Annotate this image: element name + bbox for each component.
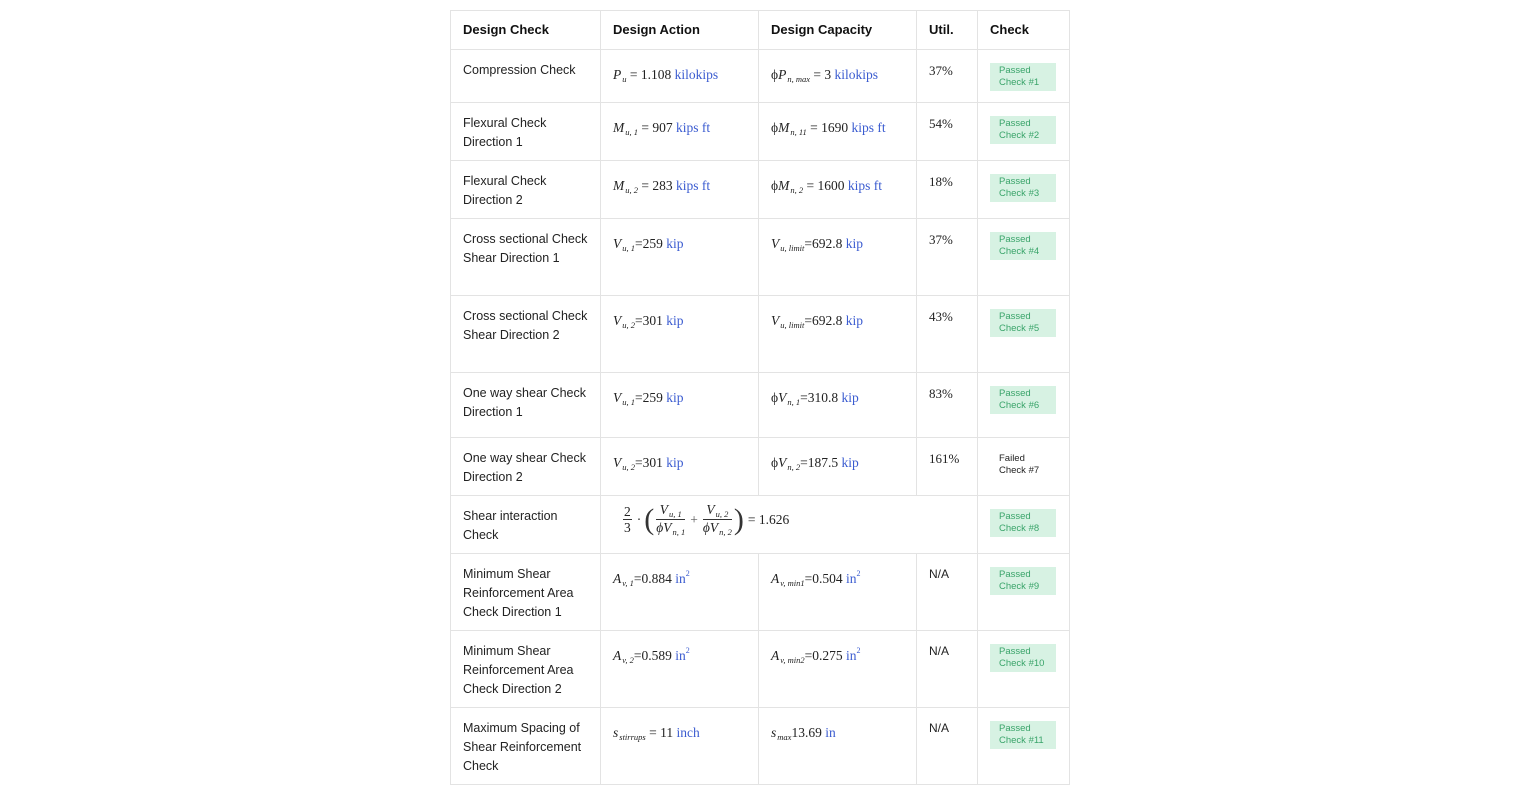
math-value: 0.589: [641, 647, 672, 663]
check-status-cell: [978, 554, 1070, 631]
math-symbol: M: [613, 119, 625, 135]
math-subscript: max: [777, 731, 792, 742]
math-symbol: A: [613, 647, 622, 663]
math-expression: [771, 120, 886, 135]
unit-exponent: 2: [856, 569, 861, 578]
unit-label: [676, 120, 710, 135]
unit-label: [666, 390, 683, 405]
math-subscript: u, 1: [625, 126, 638, 137]
unit-text: in: [825, 724, 836, 740]
math-relation: =: [638, 177, 653, 193]
term2-fraction: [703, 502, 732, 537]
math-relation: =: [633, 570, 642, 586]
design-capacity-cell: [759, 219, 917, 296]
math-subscript: n, 11: [790, 126, 807, 137]
math-relation: =: [635, 312, 643, 328]
math-relation: =: [804, 647, 813, 663]
math-symbol: M: [778, 119, 790, 135]
math-value: 301: [642, 454, 663, 470]
unit-label: [848, 178, 882, 193]
header-design-check: Design Check: [451, 11, 601, 50]
design-capacity-cell: [759, 103, 917, 161]
math-symbol: V: [613, 389, 622, 405]
math-expression: [613, 120, 710, 135]
unit-text: kip: [841, 389, 859, 405]
table-row: [451, 438, 1070, 496]
unit-text: in: [675, 647, 686, 663]
math-subscript: n, max: [787, 73, 811, 84]
math-relation: =: [804, 312, 812, 328]
utilization-value: N/A: [917, 554, 978, 631]
design-capacity-cell: [759, 631, 917, 708]
design-action-cell: [601, 219, 759, 296]
math-subscript: u, 1: [622, 242, 635, 253]
check-status-cell: [978, 219, 1070, 296]
math-symbol: V: [613, 312, 622, 328]
unit-text: kilokips: [674, 66, 719, 82]
math-expression: [613, 571, 690, 586]
table-row: [451, 708, 1070, 785]
math-expression: [771, 236, 863, 251]
unit-label: [846, 648, 861, 663]
unit-text: kip: [845, 235, 863, 251]
math-subscript: u, limit: [780, 319, 805, 330]
unit-label: [666, 313, 683, 328]
unit-text: in: [675, 570, 686, 586]
term2-numerator: V: [706, 502, 715, 517]
math-value: 907: [652, 119, 673, 135]
table-row: [451, 496, 1070, 554]
math-symbol: s: [771, 724, 777, 740]
check-status-cell: [978, 631, 1070, 708]
design-capacity-cell: [759, 708, 917, 785]
math-symbol: A: [771, 647, 780, 663]
math-relation: =: [633, 647, 642, 663]
utilization-value: 37%: [917, 50, 978, 103]
math-value: 0.275: [812, 647, 843, 663]
math-relation: =: [635, 389, 643, 405]
math-value: 259: [642, 235, 663, 251]
unit-label: [846, 571, 861, 586]
math-relation: =: [635, 235, 643, 251]
math-symbol: V: [778, 389, 787, 405]
table-row: [451, 161, 1070, 219]
math-expression: [771, 178, 882, 193]
unit-text: kips ft: [851, 119, 886, 135]
design-action-cell: [601, 373, 759, 438]
design-capacity-cell: [759, 554, 917, 631]
utilization-value: 37%: [917, 219, 978, 296]
math-value: 11: [660, 724, 674, 740]
math-expression: [613, 648, 690, 663]
unit-label: [846, 313, 863, 328]
coef-numerator: 2: [624, 504, 631, 519]
math-expression: [771, 648, 861, 663]
status-badge: Passed Check #3: [990, 174, 1056, 202]
term2-denominator: ϕV: [702, 520, 719, 535]
math-subscript: u, 1: [622, 396, 635, 407]
design-check-table-container: [450, 10, 1069, 785]
math-symbol: s: [613, 724, 619, 740]
math-subscript: u, limit: [780, 242, 805, 253]
design-action-cell: [601, 708, 759, 785]
table-row: [451, 373, 1070, 438]
math-relation: =: [800, 454, 808, 470]
unit-text: kips ft: [847, 177, 882, 193]
utilization-value: 83%: [917, 373, 978, 438]
table-body: [451, 50, 1070, 785]
design-action-cell: [601, 50, 759, 103]
math-subscript: n, 2: [787, 461, 801, 472]
math-value: 187.5: [807, 454, 839, 470]
math-subscript: u: [622, 73, 627, 84]
check-status-cell: [978, 496, 1070, 554]
utilization-value: 54%: [917, 103, 978, 161]
math-relation: =: [626, 66, 641, 82]
math-value: 1600: [817, 177, 845, 193]
design-action-cell: [601, 296, 759, 373]
header-util: Util.: [917, 11, 978, 50]
math-value: 310.8: [807, 389, 839, 405]
math-symbol: V: [771, 235, 780, 251]
status-badge: Passed Check #11: [990, 721, 1056, 749]
check-status-cell: [978, 373, 1070, 438]
table-row: [451, 103, 1070, 161]
math-symbol: V: [778, 454, 787, 470]
math-value: 1.108: [640, 66, 672, 82]
design-action-cell: [601, 161, 759, 219]
math-subscript: v, 2: [622, 654, 634, 665]
header-design-capacity: Design Capacity: [759, 11, 917, 50]
unit-text: kip: [666, 235, 684, 251]
design-check-name: Flexural Check Direction 2: [451, 161, 601, 219]
design-capacity-cell: [759, 438, 917, 496]
unit-label: [835, 67, 879, 82]
unit-label: [676, 725, 699, 740]
math-value: 259: [642, 389, 663, 405]
math-symbol: M: [613, 177, 625, 193]
utilization-value: N/A: [917, 631, 978, 708]
design-check-table: [450, 10, 1070, 785]
unit-text: kips ft: [676, 119, 711, 135]
unit-exponent: 2: [856, 646, 861, 655]
design-action-cell: [601, 554, 759, 631]
check-status-cell: [978, 438, 1070, 496]
math-value: 692.8: [811, 235, 843, 251]
unit-label: [676, 178, 710, 193]
table-row: [451, 50, 1070, 103]
header-check: Check: [978, 11, 1070, 50]
status-badge: Passed Check #10: [990, 644, 1056, 672]
math-value: 0.504: [812, 570, 843, 586]
status-badge: Passed Check #5: [990, 309, 1056, 337]
design-check-name: One way shear Check Direction 1: [451, 373, 601, 438]
table-row: [451, 554, 1070, 631]
math-symbol: V: [771, 312, 780, 328]
coef-denominator: 3: [624, 520, 631, 535]
math-prefix: ϕ: [771, 177, 779, 193]
table-row: [451, 296, 1070, 373]
coefficient-fraction: [623, 504, 632, 535]
unit-exponent: 2: [685, 646, 690, 655]
unit-label: [675, 571, 690, 586]
math-subscript: u, 2: [622, 319, 635, 330]
utilization-value: 43%: [917, 296, 978, 373]
unit-label: [841, 455, 858, 470]
math-expression: [613, 390, 684, 405]
multiply-dot: ·: [636, 512, 642, 527]
design-check-name: Minimum Shear Reinforcement Area Check Direction 2: [451, 631, 601, 708]
term2-denominator-sub: n, 2: [719, 527, 732, 537]
math-expression: [613, 236, 684, 251]
right-paren: ): [733, 502, 744, 536]
design-action-cell: [601, 103, 759, 161]
design-capacity-cell: [759, 373, 917, 438]
header-row: [451, 11, 1070, 50]
math-expression: [613, 455, 684, 470]
design-capacity-cell: [759, 296, 917, 373]
unit-label: [846, 236, 863, 251]
check-status-cell: [978, 161, 1070, 219]
math-expression: [771, 313, 863, 328]
math-symbol: P: [778, 66, 787, 82]
math-subscript: v, min1: [780, 577, 805, 588]
unit-text: kip: [666, 312, 684, 328]
math-expression: [613, 313, 684, 328]
design-check-name: Maximum Spacing of Shear Reinforcement Check: [451, 708, 601, 785]
unit-label: [675, 648, 690, 663]
term1-denominator: ϕV: [656, 520, 672, 535]
math-subscript: v, 1: [622, 577, 634, 588]
status-badge: Passed Check #8: [990, 509, 1056, 537]
unit-text: kip: [845, 312, 863, 328]
math-value: 283: [652, 177, 673, 193]
design-action-cell: [601, 631, 759, 708]
check-status-cell: [978, 103, 1070, 161]
math-value: 1690: [821, 119, 849, 135]
math-expression: [771, 67, 878, 82]
math-expression: [771, 390, 859, 405]
unit-text: kip: [666, 389, 684, 405]
formula-result: = 1.626: [747, 512, 790, 527]
status-badge: Passed Check #6: [990, 386, 1056, 414]
math-symbol: V: [613, 454, 622, 470]
status-badge: Passed Check #9: [990, 567, 1056, 595]
math-symbol: A: [613, 570, 622, 586]
table-row: [451, 631, 1070, 708]
math-prefix: ϕ: [771, 454, 779, 470]
status-badge: Passed Check #1: [990, 63, 1056, 91]
left-paren: (: [644, 502, 655, 536]
math-value: 301: [642, 312, 663, 328]
math-relation: =: [810, 66, 825, 82]
unit-label: [675, 67, 719, 82]
utilization-value: 161%: [917, 438, 978, 496]
math-symbol: V: [613, 235, 622, 251]
design-check-name: Cross sectional Check Shear Direction 1: [451, 219, 601, 296]
design-check-name: One way shear Check Direction 2: [451, 438, 601, 496]
status-badge: Passed Check #2: [990, 116, 1056, 144]
plus-sign: +: [690, 512, 698, 527]
table-row: [451, 219, 1070, 296]
math-prefix: ϕ: [771, 389, 779, 405]
math-relation: =: [638, 119, 653, 135]
unit-text: kips ft: [676, 177, 711, 193]
math-symbol: A: [771, 570, 780, 586]
design-check-name: Compression Check: [451, 50, 601, 103]
math-symbol: P: [613, 66, 622, 82]
math-prefix: ϕ: [771, 119, 779, 135]
math-subscript: stirrups: [619, 731, 646, 742]
math-expression: [613, 178, 710, 193]
math-relation: =: [806, 119, 822, 135]
unit-label: [841, 390, 858, 405]
unit-text: in: [846, 647, 857, 663]
term1-numerator-sub: u, 1: [668, 509, 682, 519]
unit-label: [851, 120, 885, 135]
design-check-name: Minimum Shear Reinforcement Area Check Direction 1: [451, 554, 601, 631]
math-value: 3: [824, 66, 832, 82]
check-status-cell: [978, 296, 1070, 373]
shear-interaction-formula: [601, 496, 978, 554]
design-check-name: Cross sectional Check Shear Direction 2: [451, 296, 601, 373]
math-expression: [771, 571, 861, 586]
unit-exponent: 2: [685, 569, 690, 578]
math-subscript: n, 2: [790, 184, 804, 195]
check-status-cell: [978, 50, 1070, 103]
math-subscript: u, 2: [625, 184, 638, 195]
unit-label: [666, 236, 683, 251]
status-badge: Passed Check #4: [990, 232, 1056, 260]
math-value: 0.884: [641, 570, 672, 586]
term2-numerator-sub: u, 2: [715, 509, 729, 519]
math-subscript: u, 2: [622, 461, 635, 472]
math-prefix: ϕ: [771, 66, 779, 82]
design-check-name: Shear interaction Check: [451, 496, 601, 554]
math-expression: [613, 67, 718, 82]
unit-text: in: [846, 570, 857, 586]
unit-text: kip: [841, 454, 859, 470]
unit-label: [825, 725, 836, 740]
check-status-cell: [978, 708, 1070, 785]
utilization-value: 18%: [917, 161, 978, 219]
math-relation: =: [804, 570, 813, 586]
math-value: 692.8: [811, 312, 843, 328]
design-check-name: Flexural Check Direction 1: [451, 103, 601, 161]
header-design-action: Design Action: [601, 11, 759, 50]
math-symbol: M: [778, 177, 790, 193]
utilization-value: N/A: [917, 708, 978, 785]
design-action-cell: [601, 438, 759, 496]
status-badge: Failed Check #7: [999, 453, 1040, 476]
math-relation: =: [804, 235, 812, 251]
term1-denominator-sub: n, 1: [672, 527, 686, 537]
unit-text: inch: [676, 724, 700, 740]
unit-label: [666, 455, 683, 470]
math-relation: =: [645, 724, 661, 740]
design-capacity-cell: [759, 50, 917, 103]
math-relation: =: [635, 454, 643, 470]
term1-numerator: V: [659, 502, 668, 517]
math-subscript: v, min2: [780, 654, 805, 665]
math-relation: =: [803, 177, 818, 193]
math-subscript: n, 1: [787, 396, 801, 407]
math-expression: [613, 725, 700, 740]
design-capacity-cell: [759, 161, 917, 219]
math-value: 13.69: [791, 724, 822, 740]
term1-fraction: [656, 502, 685, 537]
unit-text: kilokips: [834, 66, 879, 82]
math-expression: [771, 455, 859, 470]
unit-text: kip: [666, 454, 684, 470]
math-relation: =: [800, 389, 808, 405]
math-expression: [771, 725, 836, 740]
